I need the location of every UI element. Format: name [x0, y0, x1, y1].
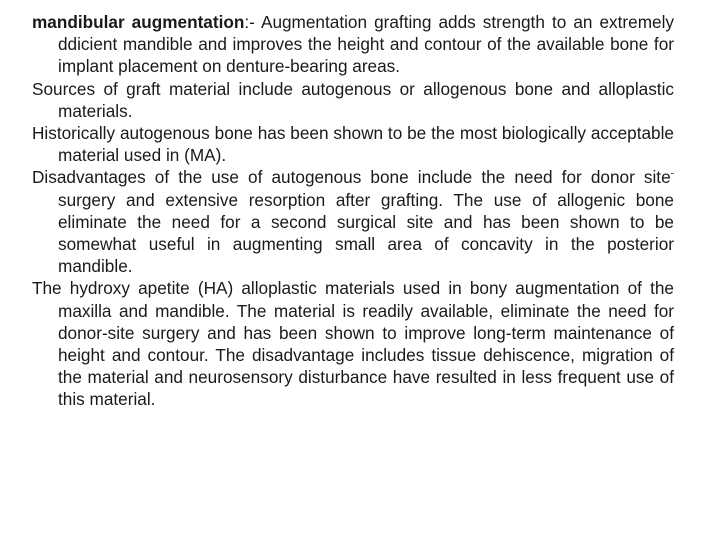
paragraph-disadvantages: [32, 166, 674, 277]
slide-body: [32, 11, 674, 411]
term-heading: mandibular augmentation: [32, 12, 245, 32]
superscript-mark: -: [670, 168, 674, 180]
paragraph-graft-sources: [32, 78, 674, 122]
paragraph-text: Disadvantages of the use of autogenous bone include the need for donor site: [32, 167, 671, 188]
paragraph-text: The hydroxy apetite (HA) alloplastic materials used in bony augmentation of the maxilla and mandible. The material is readily available, eliminate the need for donor-site surgery and has been shown to improve long-term maintenance of height and contour. The disadvantage includes tissue dehiscence, migration of the material and neurosensory disturbance have resulted in less frequent use of this material.: [32, 278, 674, 410]
paragraph-text: Historically autogenous bone has been shown to be the most biologically acceptable material used in (MA).: [32, 123, 674, 166]
paragraph-text: Sources of graft material include autogenous or allogenous bone and alloplastic materials.: [32, 78, 674, 121]
paragraph-mandibular-augmentation: [32, 11, 674, 78]
paragraph-text: surgery and extensive resorption after grafting. The use of allogenic bone eliminate the need for a second surgical site and has been shown to be somewhat useful in augmenting small area of concavity in the posterior mandible.: [58, 189, 674, 277]
paragraph-text: :- Augmentation grafting adds strength to an extremely ddicient mandible and improves the height and contour of the available bone for implant placement on denture-bearing areas.: [58, 12, 674, 77]
paragraph-autogenous-history: [32, 122, 674, 166]
paragraph-hydroxyapatite: [32, 277, 674, 410]
